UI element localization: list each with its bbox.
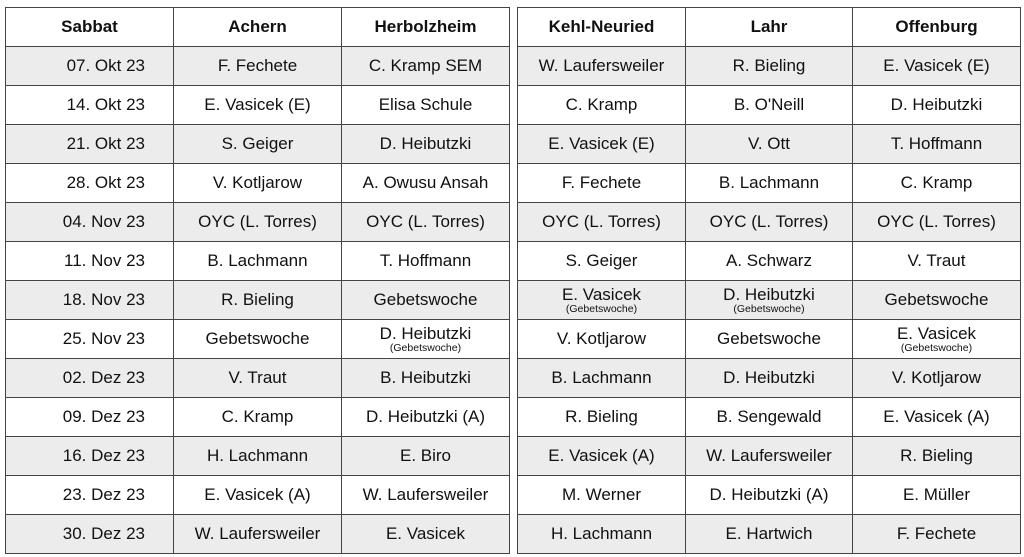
assignment-cell [853,203,1021,242]
cell-text: S. Geiger [221,134,294,153]
cell-text: E. Vasicek (E) [548,134,655,153]
table-row [6,320,510,359]
date-cell [6,359,174,398]
cell-text: C. Kramp SEM [368,56,483,75]
cell-text: B. Lachmann [718,173,820,192]
assignment-cell [342,476,510,515]
table-row [6,398,510,437]
cell-text: 04. Nov 23 [62,212,145,231]
cell-text: T. Hoffmann [890,134,983,153]
cell-text: OYC (L. Torres) [366,212,485,231]
cell-text: 09. Dez 23 [62,407,145,426]
assignment-cell [853,437,1021,476]
cell-text: B. Lachmann [551,368,652,387]
cell-note: (Gebetswoche) [565,302,638,315]
assignment-cell [518,86,686,125]
cell-text: E. Vasicek (E) [204,95,311,114]
cell-text: D. Heibutzki [379,134,472,153]
date-cell [6,320,174,359]
cell-text: 30. Dez 23 [62,524,145,543]
cell-text: D. Heibutzki (A) [709,485,829,504]
assignment-cell [518,476,686,515]
header-row [518,8,1021,47]
cell-text: A. Owusu Ansah [362,173,489,192]
cell-text: E. Vasicek (A) [204,485,311,504]
assignment-cell [518,437,686,476]
date-cell [6,164,174,203]
assignment-cell [174,47,342,86]
cell-text: E. Vasicek [561,284,642,304]
column-header-lahr: Lahr [686,8,853,47]
cell-text: C. Kramp [565,95,638,114]
table-row [518,164,1021,203]
cell-text: D. Heibutzki [723,368,815,387]
cell-text: OYC (L. Torres) [542,212,661,231]
cell-text: OYC (L. Torres) [198,212,317,231]
assignment-cell [342,437,510,476]
assignment-cell [342,86,510,125]
table-row [518,320,1021,359]
table-row [518,398,1021,437]
cell-text: 16. Dez 23 [62,446,145,465]
cell-text: S. Geiger [565,251,638,270]
assignment-cell [174,242,342,281]
cell-text: V. Kotljarow [891,368,982,387]
assignment-cell [518,47,686,86]
cell-text: OYC (L. Torres) [709,212,829,231]
cell-text: 18. Nov 23 [62,290,145,309]
table-row [518,47,1021,86]
column-header-sabbat: Sabbat [6,8,174,47]
date-cell [6,515,174,554]
cell-text: Gebetswoche [884,290,989,309]
cell-note: (Gebetswoche) [389,341,462,354]
table-row [518,203,1021,242]
assignment-cell [853,359,1021,398]
cell-text: V. Traut [907,251,966,270]
assignment-cell [174,281,342,320]
table-row [6,281,510,320]
table-row [6,203,510,242]
cell-text: 07. Okt 23 [66,56,145,75]
cell-text: R. Bieling [900,446,973,465]
assignment-cell [174,437,342,476]
assignment-cell [686,203,853,242]
assignment-cell [174,515,342,554]
assignment-cell [853,515,1021,554]
assignment-cell [853,125,1021,164]
assignment-cell [518,515,686,554]
assignment-cell [342,281,510,320]
table-row [6,164,510,203]
assignment-cell [518,164,686,203]
cell-text: R. Bieling [732,56,806,75]
assignment-cell [686,320,853,359]
cell-text: V. Ott [748,134,790,153]
cell-text: D. Heibutzki (A) [365,407,486,426]
assignment-cell [518,359,686,398]
cell-text: V. Kotljarow [556,329,647,348]
assignment-cell [342,320,510,359]
date-cell [6,398,174,437]
table-row [6,86,510,125]
assignment-cell [174,476,342,515]
assignment-cell [342,359,510,398]
cell-text: W. Laufersweiler [538,56,665,75]
cell-text: H. Lachmann [550,524,653,543]
cell-text: 11. Nov 23 [64,251,145,270]
column-header-offenburg: Offenburg [853,8,1021,47]
cell-text: F. Fechete [561,173,642,192]
assignment-cell [174,125,342,164]
cell-text: 14. Okt 23 [66,95,145,114]
assignment-cell [853,476,1021,515]
header-row [6,8,510,47]
cell-text: F. Fechete [217,56,298,75]
table-row [6,515,510,554]
assignment-cell [174,164,342,203]
cell-text: B. Heibutzki [380,368,471,387]
cell-text: B. Sengewald [716,407,822,426]
assignment-cell [174,203,342,242]
table-row [6,242,510,281]
table-row [6,437,510,476]
cell-text: W. Laufersweiler [362,485,489,504]
cell-text: 21. Okt 23 [66,134,145,153]
cell-text: F. Fechete [896,524,977,543]
cell-text: V. Traut [228,368,287,387]
date-cell [6,281,174,320]
assignment-cell [518,203,686,242]
date-cell [6,203,174,242]
date-cell [6,125,174,164]
assignment-cell [853,242,1021,281]
table-row [518,359,1021,398]
cell-text: D. Heibutzki [723,284,815,304]
cell-text: D. Heibutzki [890,95,983,114]
date-cell [6,437,174,476]
assignment-cell [174,86,342,125]
table-row [6,476,510,515]
cell-text: E. Vasicek (A) [548,446,655,465]
schedule-table-left [5,7,510,554]
date-cell [6,242,174,281]
column-header-herbolzheim: Herbolzheim [342,8,510,47]
cell-text: R. Bieling [221,290,294,309]
cell-text: V. Kotljarow [212,173,303,192]
assignment-cell [853,320,1021,359]
cell-text: W. Laufersweiler [706,446,832,465]
assignment-cell [174,359,342,398]
cell-text: Gebetswoche [373,290,478,309]
cell-text: R. Bieling [565,407,638,426]
assignment-cell [686,125,853,164]
table-row [518,437,1021,476]
schedule-table-right [517,7,1021,554]
assignment-cell [518,398,686,437]
cell-text: OYC (L. Torres) [877,212,996,231]
assignment-cell [853,281,1021,320]
cell-text: Gebetswoche [205,329,310,348]
cell-text: T. Hoffmann [379,251,472,270]
assignment-cell [853,398,1021,437]
table-row [518,281,1021,320]
cell-text: E. Müller [902,485,971,504]
cell-text: Elisa Schule [378,95,473,114]
cell-text: C. Kramp [900,173,973,192]
date-cell [6,47,174,86]
cell-text: 28. Okt 23 [66,173,145,192]
assignment-cell [686,281,853,320]
cell-text: W. Laufersweiler [194,524,321,543]
cell-text: 02. Dez 23 [62,368,145,387]
assignment-cell [518,320,686,359]
assignment-cell [686,398,853,437]
assignment-cell [174,398,342,437]
table-row [518,476,1021,515]
cell-text: 25. Nov 23 [62,329,145,348]
cell-text: H. Lachmann [206,446,309,465]
assignment-cell [174,320,342,359]
assignment-cell [853,86,1021,125]
cell-text: 23. Dez 23 [62,485,145,504]
column-header-achern: Achern [174,8,342,47]
cell-text: E. Vasicek [385,524,466,543]
date-cell [6,86,174,125]
assignment-cell [342,515,510,554]
cell-text: B. O'Neill [733,95,805,114]
assignment-cell [686,86,853,125]
assignment-cell [342,398,510,437]
cell-text: E. Vasicek (A) [883,407,990,426]
assignment-cell [853,164,1021,203]
cell-text: C. Kramp [221,407,294,426]
cell-text: E. Vasicek [896,323,977,343]
table-row [6,125,510,164]
table-row [518,242,1021,281]
cell-text: E. Hartwich [725,524,813,543]
assignment-cell [686,515,853,554]
date-cell [6,476,174,515]
table-row [518,515,1021,554]
cell-text: B. Lachmann [207,251,308,270]
cell-text: A. Schwarz [726,251,812,270]
cell-text: D. Heibutzki [379,323,472,343]
assignment-cell [342,203,510,242]
assignment-cell [853,47,1021,86]
cell-text: E. Biro [399,446,452,465]
table-row [6,359,510,398]
assignment-cell [686,437,853,476]
assignment-cell [686,47,853,86]
column-header-kehl-neuried: Kehl-Neuried [518,8,686,47]
assignment-cell [342,125,510,164]
assignment-cell [342,47,510,86]
assignment-cell [342,164,510,203]
assignment-cell [686,476,853,515]
table-row [518,86,1021,125]
assignment-cell [518,242,686,281]
cell-note: (Gebetswoche) [733,302,805,315]
cell-text: Gebetswoche [717,329,821,348]
assignment-cell [342,242,510,281]
assignment-cell [518,125,686,164]
cell-text: E. Vasicek (E) [883,56,990,75]
table-row [6,47,510,86]
assignment-cell [686,359,853,398]
table-row [518,125,1021,164]
assignment-cell [518,281,686,320]
assignment-cell [686,164,853,203]
cell-note: (Gebetswoche) [900,341,973,354]
cell-text: M. Werner [561,485,642,504]
assignment-cell [686,242,853,281]
